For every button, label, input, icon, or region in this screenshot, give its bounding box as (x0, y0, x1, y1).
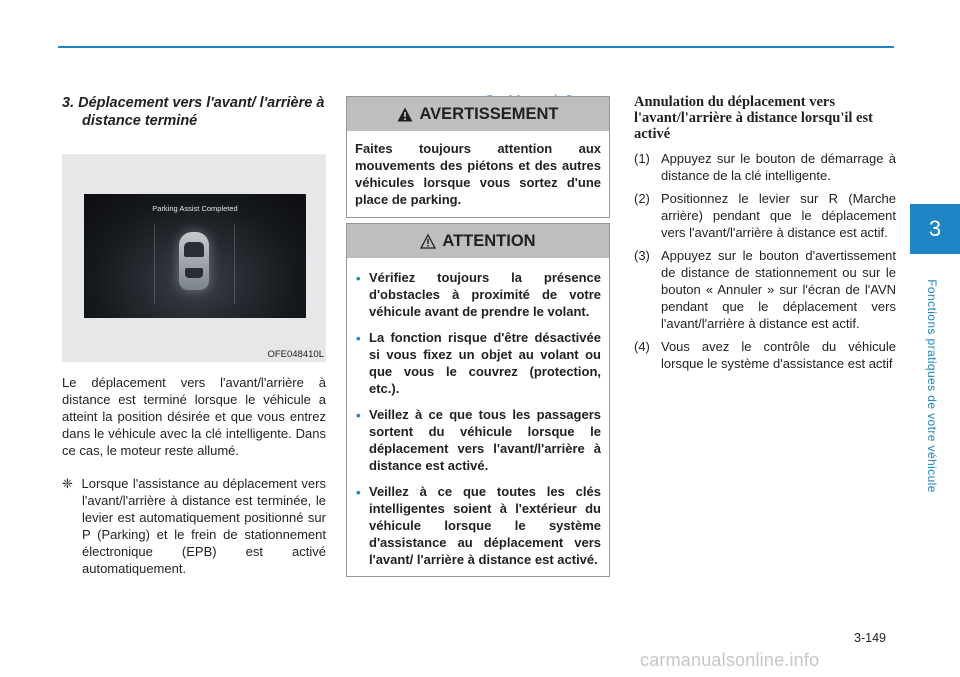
image-code: OFE048410L (267, 349, 324, 360)
warning-header (347, 97, 609, 131)
caution-triangle-icon (420, 234, 436, 249)
list-item: (3) Appuyez sur le bouton d'avertissement de distance de stationnement ou sur le bouton « Annuler » sur l'écran de l'AVN pendant que le déplacement vers l'avant/l'arrière à distance est actif. (634, 248, 896, 331)
screen-title: Parking Assist Completed (152, 204, 238, 213)
list-item: • Veillez à ce que toutes les clés intelligentes soient à l'extérieur du véhicule lorsque le système d'assistance au déplacement vers l'avant/ l'arrière à distance est activé. (356, 484, 601, 567)
bullet-icon: • (356, 271, 361, 286)
list-item: • Veillez à ce que tous les passagers sortent du véhicule lorsque le déplacement vers l'avant/l'arrière à distance est activé. (356, 407, 601, 473)
list-item: • Vérifiez toujours la présence d'obstacles à proximité de votre véhicule avant de prendre le volant. (356, 270, 601, 319)
warning-title: AVERTISSEMENT (419, 104, 559, 123)
top-rule (58, 46, 894, 48)
guide-line-left (154, 224, 155, 304)
bullet-icon: • (356, 408, 361, 423)
page-number: 3-149 (854, 631, 886, 645)
note-text: Lorsque l'assistance au déplacement vers l'avant/l'arrière à distance est terminée, le levier est automatiquement positionné sur P (Parking) et le frein de stationnement électronique (EPB) est activé automatiquement. (81, 476, 326, 576)
chapter-number: 3 (928, 216, 942, 241)
list-item: (4) Vous avez le contrôle du véhicule lorsque le système d'assistance est actif (634, 339, 896, 371)
left-column (62, 94, 326, 577)
attention-header (347, 224, 609, 258)
display-screen (84, 194, 306, 318)
chapter-side-title (922, 266, 942, 506)
warning-triangle-icon (397, 107, 413, 122)
car-icon (179, 232, 209, 290)
list-item: (1) Appuyez sur le bouton de démarrage à distance de la clé intelligente. (634, 151, 896, 183)
list-item: • La fonction risque d'être désactivée si vous fixez un objet au volant ou que vous le couvrez (protection, etc.). (356, 330, 601, 396)
attention-list (355, 269, 601, 568)
guide-line-right (234, 224, 235, 304)
cancel-steps (634, 150, 896, 372)
bullet-icon: • (356, 485, 361, 500)
chapter-title: Fonctions pratiques de votre véhicule (925, 279, 939, 493)
cancel-heading: Annulation du déplacement vers l'avant/l'arrière à distance lorsqu'il est activé (634, 94, 873, 142)
attention-body (347, 258, 609, 576)
warning-body: Faites toujours attention aux mouvements des piétons et des autres véhicules lorsque vous sortez d'une place de parking. (355, 141, 601, 207)
note-symbol: ❈ (62, 476, 73, 491)
section-heading: 3. Déplacement vers l'avant/ l'arrière à distance terminé (62, 95, 325, 129)
dashboard-photo (62, 154, 326, 362)
right-column (634, 94, 896, 378)
attention-title: ATTENTION (442, 231, 536, 250)
chapter-tab (910, 204, 960, 254)
bullet-icon: • (356, 331, 361, 346)
attention-box (346, 223, 610, 577)
list-item: (2) Positionnez le levier sur R (Marche arrière) pendant que le déplacement vers l'avant/l'arrière à distance est actif. (634, 191, 896, 240)
section-note (62, 475, 326, 577)
warning-box (346, 96, 610, 218)
footer-watermark: carmanualsonline.info (640, 650, 820, 670)
section-paragraph: Le déplacement vers l'avant/l'arrière à distance est terminé lorsque le véhicule a atteint la position désirée et que vous entrez dans le véhicule avec la clé intelligente. Dans ce cas, le moteur reste allumé. (62, 375, 326, 458)
